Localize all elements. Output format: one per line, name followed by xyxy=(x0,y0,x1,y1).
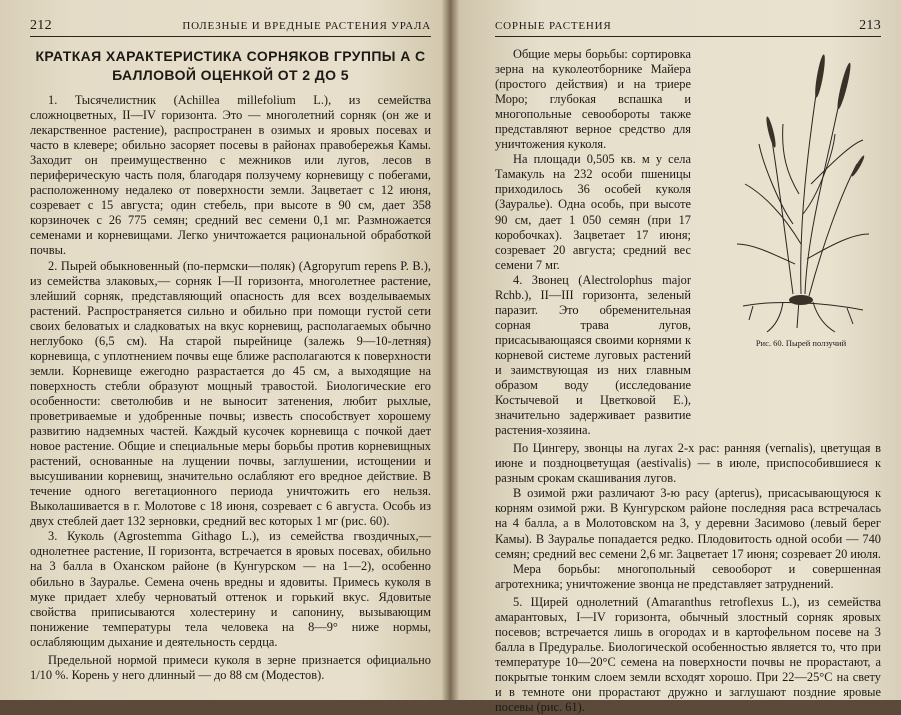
paragraph-tamakul: На площади 0,505 кв. м у села Тамакуль на 232 особи пшеницы приходилось 36 особей куколя (Зауралье). Одна особь, при высоте 90 см, дает 1 050 семян (при 17 коробочках). Зацветает 17 июня; созревает 20 августа; средний вес семени 7 мг. xyxy=(495,152,691,272)
paragraph-rattle: 4. Звонец (Alectrolophus major Rchb.), II—III горизонта, зеленый паразит. Это обременительная сорная трава лугов, присасывающаяся своими корнями к корневой системе луговых растений и заимствующая из них главным образом воду (исследование Костычевой и Цветковой Е.), значительно задерживает развитие растения-хозяина. xyxy=(495,272,691,438)
paragraph-rattle-measures: Мера борьбы: многопольный севооборот и совершенная агротехника; уничтожение звонца не представляет затруднений. xyxy=(495,561,881,591)
narrow-column xyxy=(495,47,691,438)
figure-caption: Рис. 60. Пырей ползучий xyxy=(755,338,847,348)
right-page-number: 213 xyxy=(859,18,881,33)
right-running-title: СОРНЫЕ РАСТЕНИЯ xyxy=(495,20,612,32)
paragraph-rye-race: В озимой ржи различают 3-ю расу (apterus), присасывающуюся к корням озимой ржи. В Кунгурском районе последняя раса встречалась на 4 балла, а в Молотовском на 3, у деревни Засимово (левый берег Камы). В Зауралье попадается редко. Плодовитость одной особи — 740 семян; средний вес семени 2,6 мг. Зацветает 17 июня; созревает 20 июля. xyxy=(495,486,881,561)
left-running-title: ПОЛЕЗНЫЕ И ВРЕДНЫЕ РАСТЕНИЯ УРАЛА xyxy=(182,20,431,32)
paragraph-corncockle-norm: Предельной нормой примеси куколя в зерне признается официально 1/10 %. Корень у него длинный — до 88 см (Модестов). xyxy=(30,652,431,682)
figure-60 xyxy=(723,44,879,348)
paragraph-corncockle: 3. Куколь (Agrostemma Githago L.), из семейства гвоздичных,— однолетнее растение, II горизонта, встречается в яровых посевах, обильно на 3 балла в Оханском районе (в Кунгурском — на 1—2), особенно обильно в Зауралье. Семена очень вредны и ядовиты. Примесь куколя в муке придает хлебу черноватый оттенок и горький вкус. Ядовитые свойства приписываются холестерину и сапонину, вызывающим понижение температуры тела человека на 8—9° ниже нормы, ослабляющим дыхание и деятельность сердца. xyxy=(30,529,431,649)
paragraph-tsinger: По Цингеру, звонцы на лугах 2-х рас: ранняя (vernalis), цветущая в июне и поздноцветущая (aestivalis) — в июле, приспособившиеся к разным срокам скашивания лугов. xyxy=(495,441,881,486)
right-page xyxy=(455,0,901,715)
paragraph-amaranth: 5. Щирей однолетний (Amaranthus retroflexus L.), из семейства амарантовых, I—IV горизонта, обычный злостный сорняк яровых посевов; встречается лишь в огородах и в картофельном посеве на 3 балла в Предуралье. Биологической особенностью является то, что при температуре 10—20°С семена на поверхности почвы не прорастают, а покрытые тонким слоем земли всходят хорошо. При 22—25°С на свету и в темноте они прорастают дружно и заглушают поздние яровые посевы (рис. 61). xyxy=(495,594,881,715)
left-page xyxy=(0,0,445,700)
left-page-number: 212 xyxy=(30,18,52,33)
paragraph-control-measures: Общие меры борьбы: сортировка зерна на куколеотборнике Майера (простого действия) и на триере Моро; глубокая вспашка и многопольные севообороты также представляют верное средство для уничтожения куколя. xyxy=(495,47,691,152)
paragraph-yarrow: 1. Тысячелистник (Achillea millefolium L.), из семейства сложноцветных, II—IV горизонта. Это — многолетний сорняк (он же и лекарственное растение), распространен в озимых и яровых посевах и часто в клевере; обильно засоряет посевы в районах правобережья Камы. Заходит он преимущественно с межников или лугов, лесов в периферическую часть поля, благодаря ползучему корневищу с побегами, расположенному недалеко от поверхности земли. Зацветает с 12 июня, созревает с 15 августа; один стебель, при высоте в 90 см, дает 358 корзиночек с 26 775 семян; средний вес семени 0,1 мг. Размножается семенами и корневищами. Легко уничтожается рациональной обработкой почвы. xyxy=(30,93,431,258)
paragraph-couch-grass: 2. Пырей обыкновенный (по-пермски—поляк) (Agropyrum repens P. B.), из семейства злаковых,— сорняк I—II горизонта, многолетнее растение, злейший сорняк, представляющий опасность для всех возделываемых растений. Распространяется сильно и обильно при помощи густой сети своих беловатых и сладковатых на вкус корневищ, располагаемых обычно неглубоко (6,5 см). На старой пырейнице (залежь 9—10-летняя) корневища, с уплотнением почвы еще ближе располагаются к поверхности земли. Корневище ежегодно разрастается до 45 см, а выходящие на поверхность стебли образуют мощный травостой. Биологические его особенности: светолюбив и не выносит затенения, любит рыхлые, проветриваемые и удобренные почвы; известь способствует хорошему развитию надземных частей. Каждый кусочек корневища с почкой дает новое растение. Общие и специальные меры борьбы против корневищных растений, основанные на лущении почвы, заглушении, истощении и высушивании корневищ, значительно ослабляют его вредное действие. В течение одного вегетационного периода уничтожить его нельзя. Выколашивается в г. Молотове с 18 июня, созревает с 6 августа. Особь из двух стеблей дает 132 зерновки, средний вес которых 1 мг (рис. 60). xyxy=(30,258,431,529)
left-running-head xyxy=(30,18,431,37)
section-title: КРАТКАЯ ХАРАКТЕРИСТИКА СОРНЯКОВ ГРУППЫ А С БАЛЛОВОЙ ОЦЕНКОЙ ОТ 2 ДО 5 xyxy=(35,48,426,83)
left-body-text xyxy=(30,93,431,683)
couch-grass-illustration xyxy=(723,44,879,336)
right-running-head xyxy=(495,18,881,37)
